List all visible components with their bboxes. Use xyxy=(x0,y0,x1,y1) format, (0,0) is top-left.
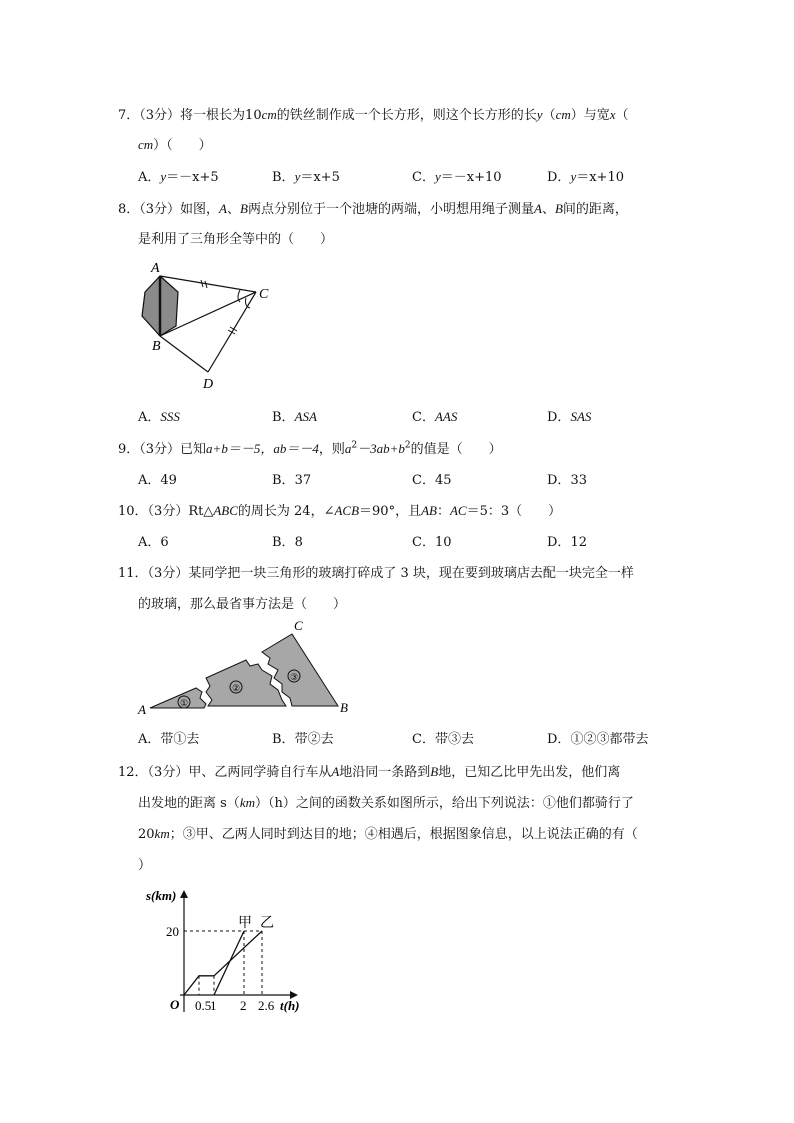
q7-paren: （ xyxy=(542,108,556,123)
q7-unit2: cm xyxy=(555,107,571,122)
option-var: y xyxy=(434,169,441,184)
x-tick-label: 2 xyxy=(240,998,247,1013)
option-label: C． xyxy=(412,170,435,185)
q8-text-c: 间的距离， xyxy=(562,202,628,217)
option-expr: ＝－x+10 xyxy=(440,170,502,185)
series-label-jia: 甲 xyxy=(238,916,252,931)
q9-suffix: 的值是（ ） xyxy=(410,442,502,457)
q12-km: km xyxy=(239,795,255,810)
q8-line2: 是利用了三角形全等中的（ ） xyxy=(138,232,334,247)
piece-2-label: ② xyxy=(232,683,241,693)
q10-prefix: 10．（3分）Rt△ xyxy=(118,504,214,519)
option-label: D． xyxy=(547,410,571,425)
q7-num: 10 xyxy=(245,108,262,123)
option-label: C． xyxy=(412,410,435,425)
option-value: ASA xyxy=(294,409,317,424)
option-value: 12 xyxy=(570,535,587,550)
x-tick-label: 0.5 xyxy=(195,998,212,1013)
q9-sup1: 2 xyxy=(351,440,358,451)
option-label: C． xyxy=(412,473,435,488)
q10-abc: ABC xyxy=(213,503,238,518)
y-axis-arrow-icon xyxy=(180,890,188,898)
q12-text-a: 12．（3分）甲、乙两同学骑自行车从 xyxy=(118,765,332,780)
x-axis-label: t(h) xyxy=(280,998,300,1013)
option-value: 带③去 xyxy=(434,732,474,747)
series-line-jia xyxy=(214,931,244,995)
q12-line3-km: km xyxy=(154,826,170,841)
q10-ab: AB xyxy=(421,503,437,518)
q7-prefix: 7．（3分）将一根长为 xyxy=(118,108,246,123)
q12-point-a: A xyxy=(331,764,340,779)
q12-point-b: B xyxy=(430,764,439,779)
q12-line2-b: ）（h）之间的函数关系如图所示，给出下列说法：①他们都骑行了 xyxy=(254,796,634,811)
q10-ac: AC xyxy=(449,503,467,518)
q7-paren-open: （ xyxy=(615,108,629,123)
option-label: D． xyxy=(547,170,571,185)
piece-3-label: ③ xyxy=(290,672,299,682)
option-value: AAS xyxy=(434,409,458,424)
q8-point-b: B xyxy=(240,201,248,216)
q10-tail: ＝5：3（ ） xyxy=(466,504,562,519)
q9-expr-a: a xyxy=(344,441,352,456)
q11-line1: 11．（3分）某同学把一块三角形的玻璃打碎成了 3 块，现在要到玻璃店去配一块完全一样 xyxy=(118,566,634,581)
option-value: 33 xyxy=(570,473,587,488)
option-value: 8 xyxy=(294,535,303,550)
q10-mid2: ＝90°，且 xyxy=(359,504,422,519)
origin-label: O xyxy=(170,997,180,1012)
option-var: y xyxy=(160,169,167,184)
y-tick-label: 20 xyxy=(166,924,179,939)
option-label: B． xyxy=(272,410,295,425)
q12-line2-a: 出发地的距离 s（ xyxy=(138,796,240,811)
q8-sep2: 、 xyxy=(541,202,555,217)
label-c: C xyxy=(294,618,303,633)
option-var: y xyxy=(570,169,577,184)
option-label: D． xyxy=(547,732,571,747)
option-label: B． xyxy=(272,732,295,747)
option-var: y xyxy=(294,169,301,184)
q10-colon: ： xyxy=(436,504,450,519)
series-label-yi: 乙 xyxy=(260,916,274,931)
option-value: ①②③都带去 xyxy=(570,732,649,747)
q12-text-b: 地沿同一条路到 xyxy=(339,765,431,780)
q7-var-y: y xyxy=(536,107,543,122)
option-expr: ＝x+5 xyxy=(300,170,340,185)
option-expr: ＝－x+5 xyxy=(166,170,219,185)
q8-text-a: 8．（3分）如图， xyxy=(118,202,220,217)
option-value: 45 xyxy=(434,473,452,488)
q8-point-b2: B xyxy=(554,201,563,216)
q8-point-a: A xyxy=(219,201,227,216)
option-value: 49 xyxy=(160,473,177,488)
option-label: A． xyxy=(138,732,161,747)
option-label: A． xyxy=(138,410,161,425)
series-line-yi xyxy=(184,931,262,995)
q8-text-b: 两点分别位于一个池塘的两端，小明想用绳子测量 xyxy=(247,202,534,217)
option-value: 6 xyxy=(160,535,169,550)
label-d: D xyxy=(203,377,214,392)
label-b: B xyxy=(340,700,348,715)
q9-middle: ，则 xyxy=(318,442,345,457)
option-label: D． xyxy=(547,473,571,488)
q8-sep: 、 xyxy=(227,202,241,217)
q12-text-c: 地，已知乙比甲先出发，他们离 xyxy=(438,765,621,780)
q11-line2: 的玻璃，那么最省事方法是（ ） xyxy=(138,597,347,612)
x-tick-label: 1 xyxy=(210,998,217,1013)
option-value: 带①去 xyxy=(160,732,200,747)
piece-1-label: ① xyxy=(180,698,189,708)
x-tick-label: 2.6 xyxy=(258,998,275,1013)
q10-acb: ACB xyxy=(334,503,360,518)
option-label: A． xyxy=(138,535,161,550)
option-label: C． xyxy=(412,535,435,550)
option-value: SSS xyxy=(160,409,180,424)
q9-expr-mid: －3ab+b xyxy=(357,441,405,456)
q9-sup2: 2 xyxy=(404,440,411,451)
q7-line2-unit: cm xyxy=(138,137,154,152)
label-b: B xyxy=(152,339,161,354)
option-label: C． xyxy=(412,732,435,747)
option-label: B． xyxy=(272,473,295,488)
q9-given: a+b＝－5，ab＝－4 xyxy=(206,441,319,456)
option-value: 带②去 xyxy=(294,732,334,747)
q12-line3-num: 20 xyxy=(138,827,155,842)
q12-line3-rest: ；③甲、乙两人同时到达目的地；④相遇后，根据图象信息，以上说法正确的有（ xyxy=(169,827,638,842)
option-value: 10 xyxy=(434,535,452,550)
q7-unit: cm xyxy=(261,107,277,122)
q12-line4: ） xyxy=(138,858,152,873)
label-a: A xyxy=(151,261,160,276)
option-label: A． xyxy=(138,170,161,185)
label-a: A xyxy=(138,702,146,717)
q10-mid1: 的周长为 24，∠ xyxy=(237,504,335,519)
option-value: SAS xyxy=(570,409,592,424)
option-expr: ＝x+10 xyxy=(576,170,624,185)
option-label: A． xyxy=(138,473,161,488)
option-label: B． xyxy=(272,170,295,185)
q9-prefix: 9．（3分）已知 xyxy=(118,442,207,457)
y-axis-label: s(km) xyxy=(146,888,177,903)
option-value: 37 xyxy=(294,473,312,488)
label-c: C xyxy=(259,287,269,302)
q7-paren-b: ）与宽 xyxy=(570,108,610,123)
q7-mid: 的铁丝制作成一个长方形，则这个长方形的长 xyxy=(276,108,537,123)
q8-point-a2: A xyxy=(533,201,542,216)
option-label: D． xyxy=(547,535,571,550)
q7-line2-tail: ）（ ） xyxy=(153,138,212,153)
option-label: B． xyxy=(272,535,295,550)
q7-var-x: x xyxy=(609,107,616,122)
